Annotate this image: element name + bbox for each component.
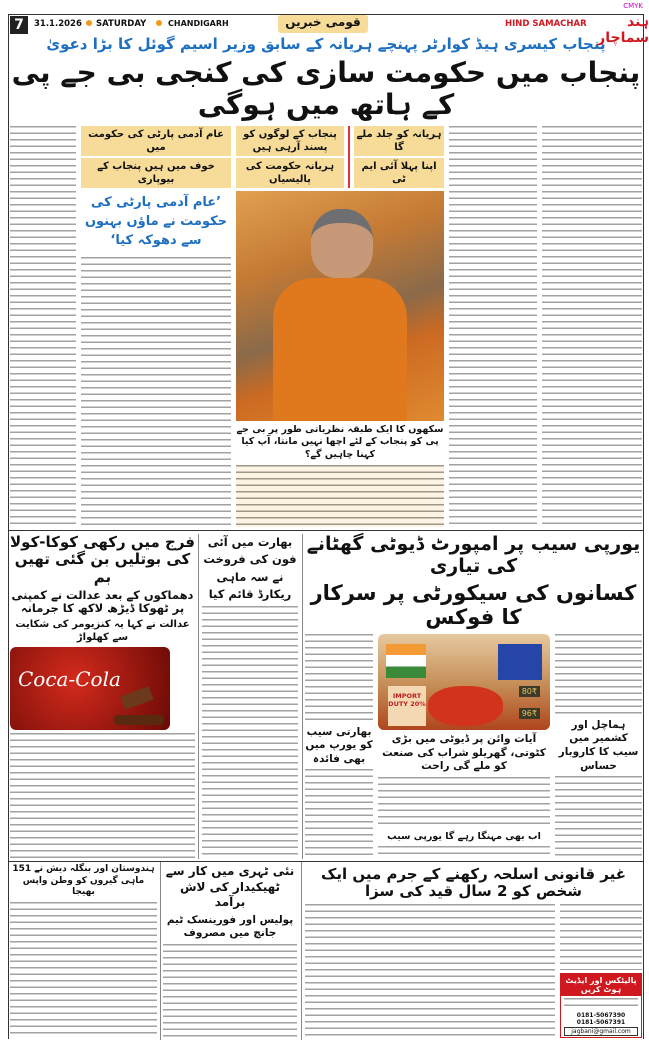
- coke-story: [10, 534, 195, 858]
- divider: [348, 126, 350, 188]
- dot-separator: [86, 20, 92, 26]
- subhead-benefit: بھارتی سیب کو یورپ میں بھی فائدہ: [305, 725, 373, 765]
- lead-kicker: پنجاب کیسری ہیڈ کوارٹر پہنچے ہریانہ کے سابق وزیر اسیم گوئل کا بڑا دعویٰ: [46, 35, 606, 53]
- contact-ad: پالیٹکس اور ایڈیٹ ہوٹ کریں 0181-5067390 0181-5067391 jagbani@gmail.com: [560, 973, 642, 1038]
- pull-quote: ’عام آدمی پارٹی کی حکومت نے ماؤں بہنوں سے دھوکہ کیا‘: [84, 195, 228, 248]
- day: SATURDAY: [96, 19, 147, 29]
- coke-headline: فرج میں رکھی کوکا-کولا کی بوتلیں بن گئی تھیں بم: [10, 533, 195, 586]
- coke-court-image: Coca-Cola: [10, 647, 170, 730]
- section-label: قومی خبریں: [278, 15, 368, 33]
- tehri-headline: نئی ٹہری میں کار سے ٹھیکیدار کی لاش برآمد: [165, 864, 295, 910]
- body-column: [163, 944, 297, 1038]
- body-column: [542, 126, 642, 527]
- divider: [198, 534, 199, 859]
- subhead-policies: پنجاب کے لوگوں کو پسند آرہی ہیں ہریانہ حکومت کی پالیسیاں: [236, 126, 344, 188]
- divider: [160, 862, 161, 1040]
- subhead-costly: اب بھی مہنگا رہے گا یورپی سیب: [387, 830, 541, 842]
- interview-question: سکھوں کا ایک طبقہ نظریاتی طور پر بی جے پی کو پنجاب کے لئے اچھا نہیں مانتا، آپ کیا کہنا چاہیں گے؟: [236, 423, 444, 461]
- city: CHANDIGARH: [168, 19, 229, 28]
- body-column: [560, 904, 642, 971]
- body-column: [81, 257, 231, 527]
- body-column: [555, 634, 642, 716]
- iphone-story: [202, 534, 298, 858]
- lead-body: [10, 126, 642, 527]
- body-column: [202, 606, 298, 858]
- fishermen-story: [10, 864, 157, 1038]
- brand-latin: HIND SAMACHAR: [505, 19, 587, 29]
- divider: [302, 534, 303, 859]
- weapon-story: [305, 866, 642, 1038]
- date: 31.1.2026: [34, 19, 82, 29]
- fishermen-headline: ہندوستان اور بنگلہ دیش نے 151 ماہی گیروں کو وطن واپس بھیجا: [12, 864, 155, 898]
- cmyk-mark: CMYK: [623, 2, 643, 10]
- subhead-aap-traders: عام آدمی پارٹی کی حکومت میں خوف میں ہیں پنجاب کے بیوپاری: [81, 126, 231, 188]
- iphone-headline: بھارت میں آئی فون کی فروخت نے سہ ماہی ریکارڈ قائم کیا: [203, 535, 297, 601]
- dot-separator: [156, 20, 162, 26]
- body-column: [10, 733, 195, 858]
- section-divider: [8, 530, 644, 531]
- tehri-headline-2: پولیس اور فورینسک ٹیم جانچ میں مصروف: [166, 913, 294, 940]
- body-column: [449, 126, 537, 527]
- brand-logo: ہند سماچار: [597, 14, 649, 46]
- subhead-imt: ہریانہ کو جلد ملے گا اپنا پہلا آئی ایم ٹی: [354, 126, 444, 188]
- body-column: [10, 126, 76, 527]
- apples-story: [305, 534, 642, 858]
- body-column: [305, 904, 555, 1039]
- page-number: 7: [10, 16, 28, 34]
- weapon-headline: غیر قانونی اسلحہ رکھنے کے جرم میں ایک شخص کو 2 سال قید کی سزا: [320, 865, 627, 901]
- email-link[interactable]: jagbani@gmail.com: [564, 1027, 638, 1036]
- lead-story: [10, 35, 642, 527]
- lead-headline: پنجاب میں حکومت سازی کی کنجی بی جے پی کے ہاتھ میں ہوگی: [11, 55, 641, 121]
- apples-headline-2: کسانوں کی سیکورٹی پر سرکار کا فوکس: [310, 580, 637, 629]
- divider: [301, 862, 302, 1040]
- section-divider: [8, 861, 644, 862]
- trade-apples-image: IMPORT DUTY 20% 80₹ 96₹: [378, 634, 550, 730]
- coke-subhead: عدالت نے کہا یہ کنزیومر کی شکایت سے کھلواڑ: [15, 619, 190, 644]
- body-column: [555, 776, 642, 858]
- apples-caption: آیات وائن پر ڈیوٹی میں بڑی کٹوتی، گھریلو شراب کی صنعت کو ملے گی راحت: [382, 732, 546, 773]
- body-column: [305, 634, 373, 723]
- body-column: [10, 902, 157, 1038]
- tehri-story: [163, 864, 297, 1038]
- subhead-himachal: ہماچل اور کشمیر میں سیب کا کاروبار حساس: [558, 718, 639, 772]
- body-column: [378, 846, 550, 858]
- coke-headline-2: دھماکوں کے بعد عدالت نے کمپنی پر ٹھوکا ڈیڑھ لاکھ کا جرمانہ: [11, 587, 194, 615]
- answer-box: [236, 465, 444, 527]
- interview-photo: [236, 191, 444, 420]
- apples-headline: یورپی سیب پر امپورٹ ڈیوٹی گھٹانے کی تیاری: [306, 533, 641, 577]
- body-column: [378, 777, 550, 828]
- body-column: [305, 769, 373, 858]
